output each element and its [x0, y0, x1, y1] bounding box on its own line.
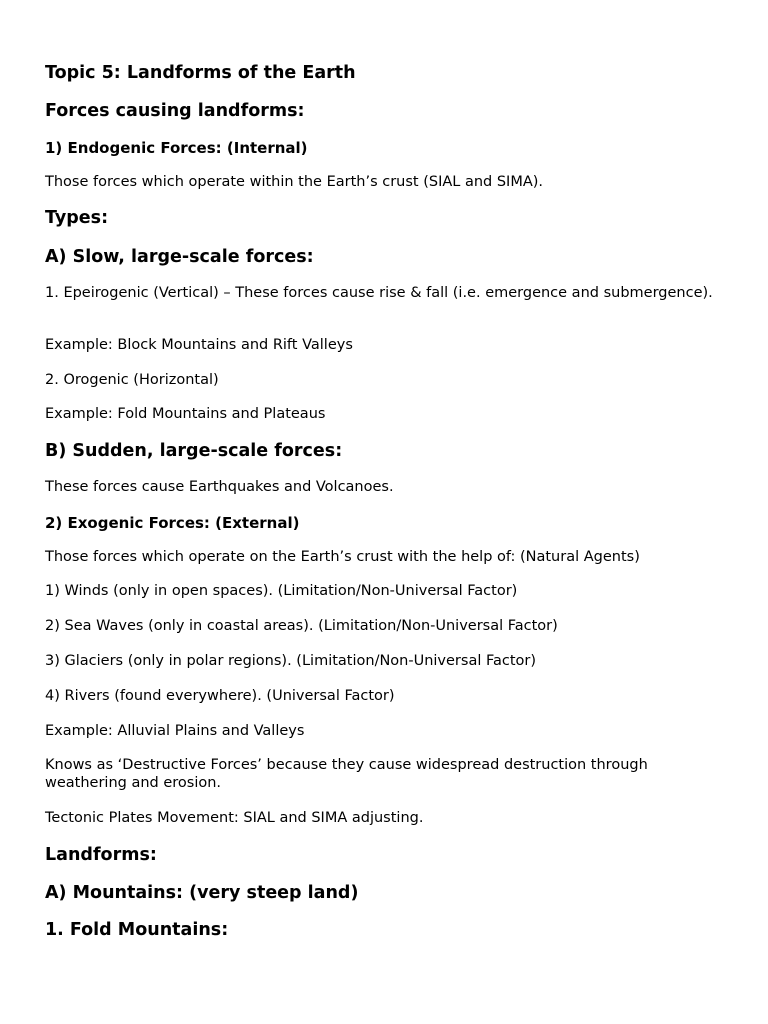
agent-rivers: 4) Rivers (found everywhere). (Universal Factor): [45, 688, 395, 704]
tectonic-text: Tectonic Plates Movement: SIAL and SIMA adjusting.: [45, 810, 424, 826]
heading-landforms: Landforms:: [45, 845, 157, 865]
heading-slow-forces: A) Slow, large-scale forces:: [45, 247, 314, 267]
heading-fold-mountains: 1. Fold Mountains:: [45, 920, 229, 940]
heading-forces: Forces causing landforms:: [45, 101, 305, 121]
exogenic-description: Those forces which operate on the Earth’s crust with the help of: (Natural Agents): [45, 549, 640, 565]
sudden-description: These forces cause Earthquakes and Volcanoes.: [45, 479, 394, 495]
heading-sudden-forces: B) Sudden, large-scale forces:: [45, 441, 343, 461]
epeirogenic-example: Example: Block Mountains and Rift Valleys: [45, 337, 353, 353]
exogenic-example: Example: Alluvial Plains and Valleys: [45, 723, 305, 739]
heading-types: Types:: [45, 208, 109, 228]
page-title: Topic 5: Landforms of the Earth: [45, 63, 356, 83]
heading-mountains: A) Mountains: (very steep land): [45, 883, 359, 903]
agent-glaciers: 3) Glaciers (only in polar regions). (Limitation/Non-Universal Factor): [45, 653, 537, 669]
heading-exogenic: 2) Exogenic Forces: (External): [45, 514, 300, 532]
destructive-forces-text: Knows as ‘Destructive Forces’ because they cause widespread destruction through weathering and erosion.: [45, 757, 648, 791]
epeirogenic-text: 1. Epeirogenic (Vertical) – These forces cause rise & fall (i.e. emergence and submergence).: [45, 285, 713, 301]
heading-endogenic: 1) Endogenic Forces: (Internal): [45, 139, 308, 157]
agent-sea-waves: 2) Sea Waves (only in coastal areas). (Limitation/Non-Universal Factor): [45, 618, 558, 634]
endogenic-description: Those forces which operate within the Earth’s crust (SIAL and SIMA).: [45, 174, 544, 190]
orogenic-text: 2. Orogenic (Horizontal): [45, 372, 219, 388]
agent-winds: 1) Winds (only in open spaces). (Limitation/Non-Universal Factor): [45, 583, 518, 599]
orogenic-example: Example: Fold Mountains and Plateaus: [45, 406, 326, 422]
